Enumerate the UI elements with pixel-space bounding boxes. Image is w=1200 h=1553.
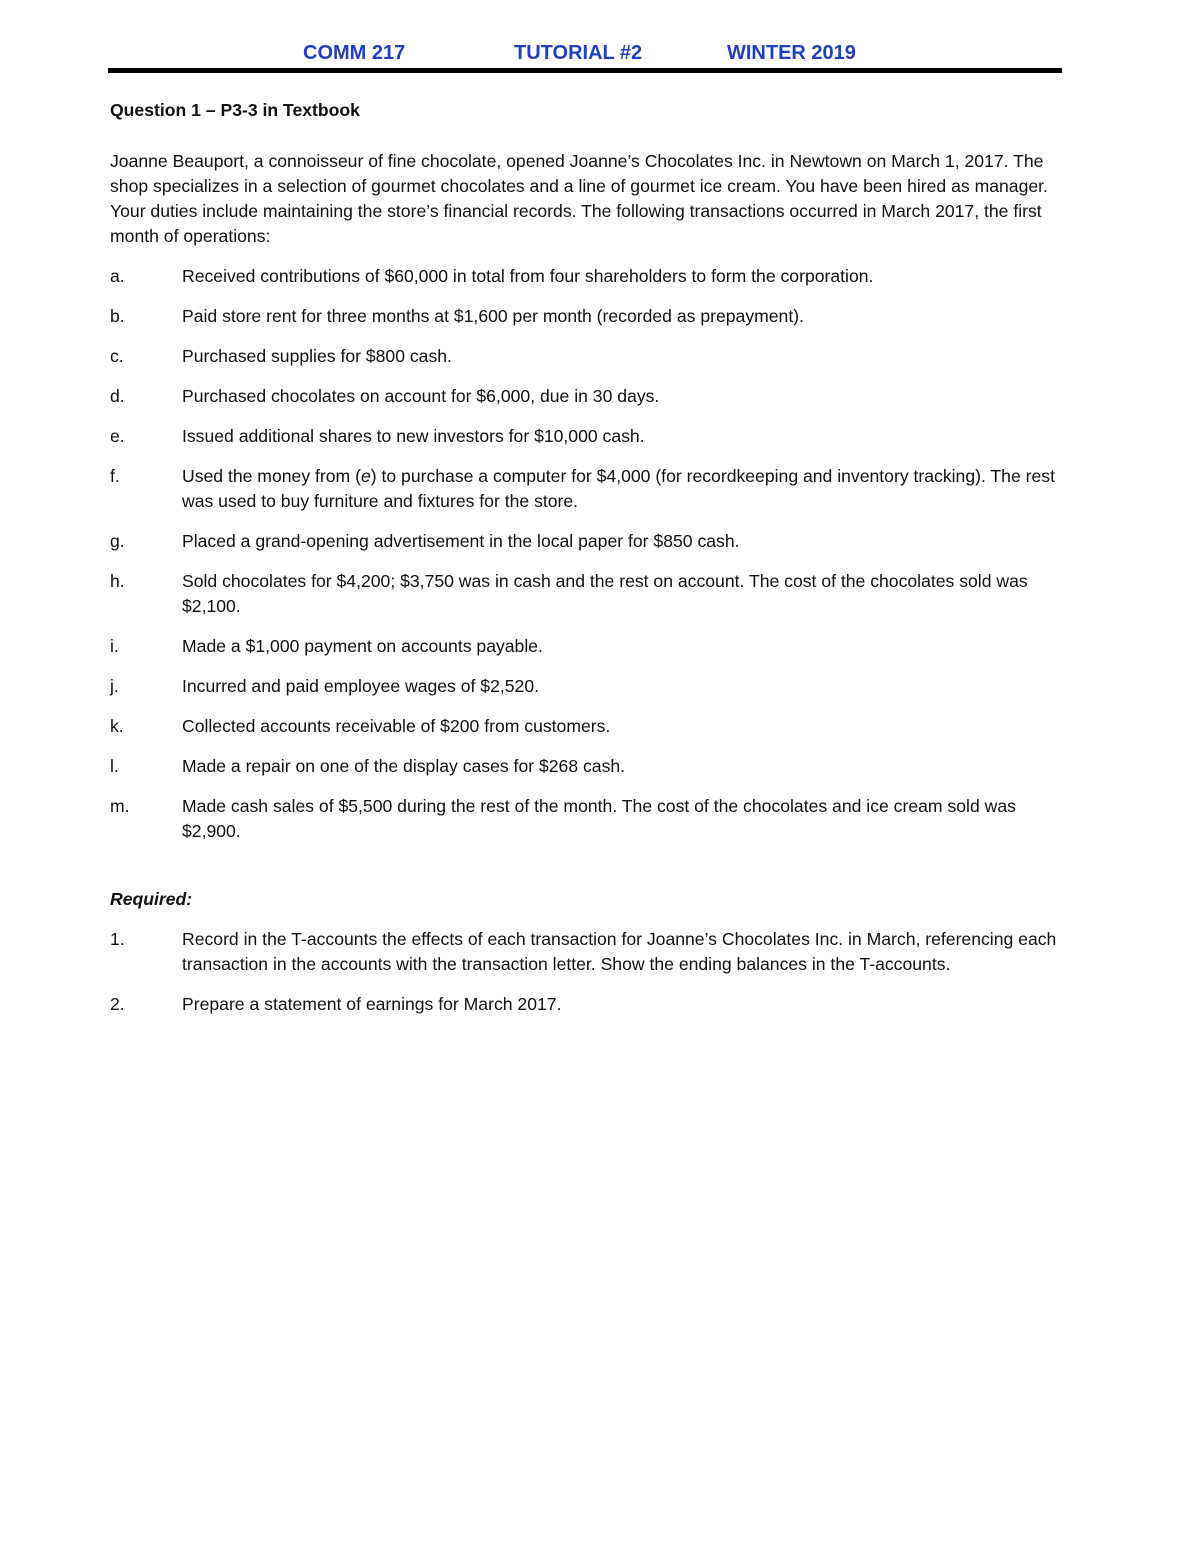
transaction-letter: j.	[110, 676, 119, 696]
transaction-letter: f.	[110, 466, 120, 486]
transaction-text: Received contributions of $60,000 in total from four shareholders to form the corporation.	[182, 266, 874, 286]
transaction-item-e	[110, 424, 1070, 449]
term-label: WINTER 2019	[727, 42, 856, 64]
transaction-text-before: Used the money from (	[182, 466, 361, 486]
transaction-text: Paid store rent for three months at $1,600 per month (recorded as prepayment).	[182, 306, 804, 326]
transaction-reference: e	[360, 466, 371, 486]
transaction-letter: k.	[110, 716, 124, 736]
transaction-item-h	[110, 569, 1070, 619]
transaction-item-g	[110, 529, 1070, 554]
required-number: 2.	[110, 994, 125, 1014]
transaction-item-i	[110, 634, 1070, 659]
transaction-letter: h.	[110, 571, 125, 591]
transaction-item-j	[110, 674, 1070, 699]
transaction-text: Purchased chocolates on account for $6,000, due in 30 days.	[182, 386, 660, 406]
question-intro: Joanne Beauport, a connoisseur of fine chocolate, opened Joanne’s Chocolates Inc. in Newtown on March 1, 2017. The shop specializes in a selection of gourmet chocolates and a line of gourmet ice cream. You have been hired as manager. Your duties include maintaining the store’s financial records. The following transactions occurred in March 2017, the first month of operations:	[110, 151, 1048, 246]
transaction-list	[110, 264, 1070, 844]
required-number: 1.	[110, 929, 125, 949]
transaction-text	[182, 464, 1070, 514]
transaction-item-c	[110, 344, 1070, 369]
tutorial-number: TUTORIAL #2	[514, 42, 643, 64]
transaction-text: Placed a grand-opening advertisement in the local paper for $850 cash.	[182, 531, 740, 551]
transaction-letter: i.	[110, 636, 119, 656]
page-header	[110, 40, 1062, 70]
transaction-text: Issued additional shares to new investors for $10,000 cash.	[182, 426, 645, 446]
transaction-item-f	[110, 464, 1070, 514]
required-text: Record in the T-accounts the effects of each transaction for Joanne’s Chocolates Inc. in March, referencing each transaction in the accounts with the transaction letter. Show the ending balances in the T-accounts.	[182, 929, 1057, 974]
transaction-letter: m.	[110, 796, 130, 816]
transaction-letter: d.	[110, 386, 125, 406]
transaction-text: Made a repair on one of the display cases for $268 cash.	[182, 756, 626, 776]
transaction-item-d	[110, 384, 1070, 409]
transaction-letter: e.	[110, 426, 125, 446]
transaction-text: Collected accounts receivable of $200 from customers.	[182, 716, 611, 736]
transaction-item-m	[110, 794, 1070, 844]
course-code: COMM 217	[303, 42, 406, 64]
transaction-text-after: ) to purchase a computer for $4,000 (for recordkeeping and inventory tracking). The rest was used to buy furniture and fixtures for the store.	[182, 466, 1055, 511]
transaction-text: Made a $1,000 payment on accounts payable.	[182, 636, 543, 656]
transaction-text: Made cash sales of $5,500 during the rest of the month. The cost of the chocolates and ice cream sold was $2,900.	[182, 796, 1016, 841]
required-list	[110, 927, 1070, 1017]
question-content	[110, 98, 1070, 1032]
transaction-letter: g.	[110, 531, 125, 551]
transaction-letter: b.	[110, 306, 125, 326]
transaction-text: Sold chocolates for $4,200; $3,750 was in cash and the rest on account. The cost of the chocolates sold was $2,100.	[182, 571, 1028, 616]
transaction-item-b	[110, 304, 1070, 329]
transaction-text: Incurred and paid employee wages of $2,520.	[182, 676, 540, 696]
required-item-2	[110, 992, 1070, 1017]
transaction-letter: a.	[110, 266, 125, 286]
transaction-item-k	[110, 714, 1070, 739]
header-divider	[108, 68, 1062, 73]
transaction-letter: l.	[110, 756, 119, 776]
transaction-item-l	[110, 754, 1070, 779]
required-item-1	[110, 927, 1070, 977]
transaction-item-a	[110, 264, 1070, 289]
required-heading: Required:	[110, 889, 193, 909]
question-title: Question 1 – P3-3 in Textbook	[110, 100, 360, 120]
transaction-text: Purchased supplies for $800 cash.	[182, 346, 452, 366]
transaction-letter: c.	[110, 346, 124, 366]
required-text: Prepare a statement of earnings for March 2017.	[182, 994, 562, 1014]
